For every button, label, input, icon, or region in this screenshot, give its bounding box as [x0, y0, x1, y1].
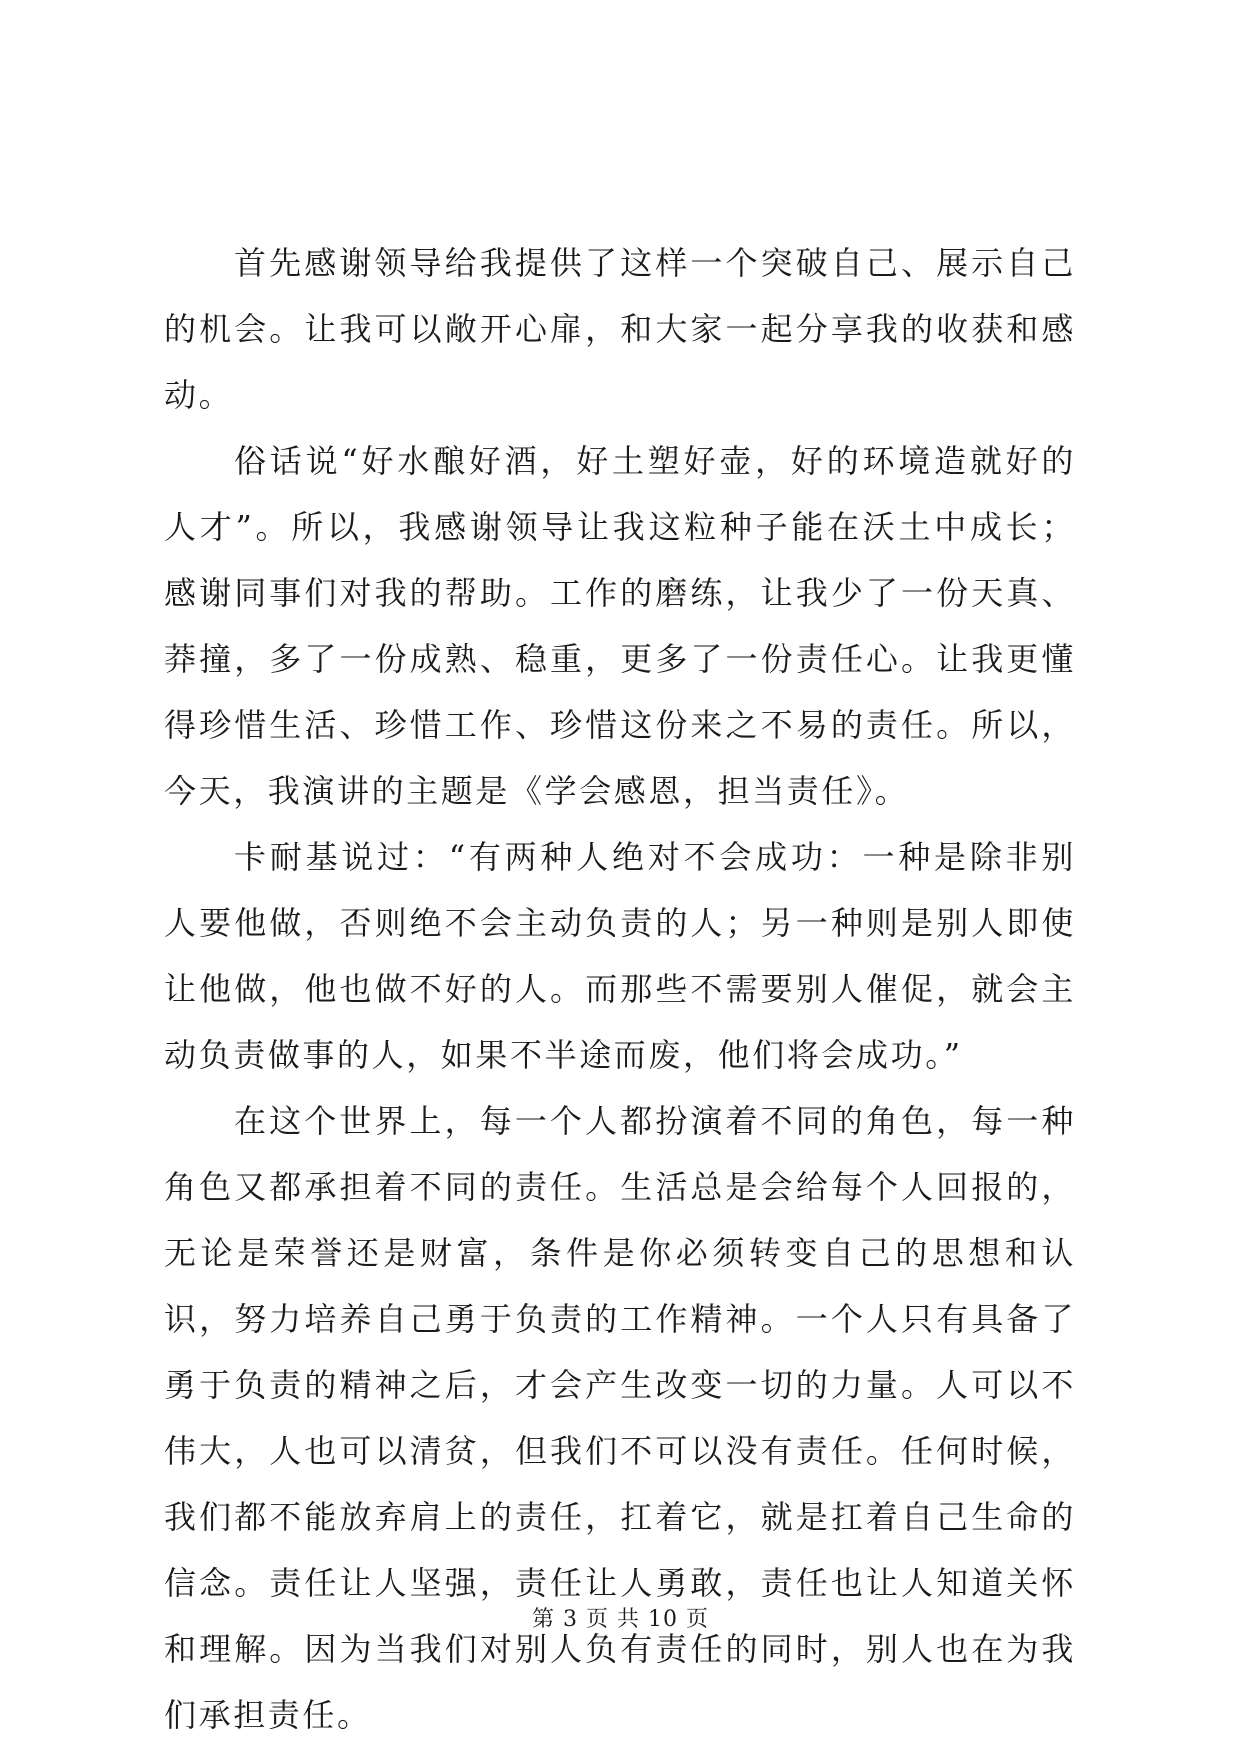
- page-number-indicator: 第 3 页 共 10 页: [532, 1607, 709, 1632]
- paragraph-gratitude-opening: 首先感谢领导给我提供了这样一个突破自己、展示自己的机会。让我可以敞开心扉，和大家一起分享我的收获和感动。: [164, 244, 1076, 414]
- document-body: [164, 230, 1076, 1748]
- page-footer: [0, 1605, 1241, 1635]
- paragraph-carnegie-quote: 卡耐基说过：“有两种人绝对不会成功：一种是除非别人要他做，否则绝不会主动负责的人；另一种则是别人即使让他做，他也做不好的人。而那些不需要别人催促，就会主动负责做事的人，如果不半途而废，他们将会成功。”: [164, 838, 1076, 1074]
- paragraph-responsibility: 在这个世界上，每一个人都扮演着不同的角色，每一种角色又都承担着不同的责任。生活总是会给每个人回报的，无论是荣誉还是财富，条件是你必须转变自己的思想和认识，努力培养自己勇于负责的工作精神。一个人只有具备了勇于负责的精神之后，才会产生改变一切的力量。人可以不伟大，人也可以清贫，但我们不可以没有责任。任何时候，我们都不能放弃肩上的责任，扛着它，就是扛着自己生命的信念。责任让人坚强，责任让人勇敢，责任也让人知道关怀和理解。因为当我们对别人负有责任的同时，别人也在为我们承担责任。: [164, 1102, 1076, 1734]
- paragraph-proverb: 俗话说“好水酿好酒，好土塑好壶，好的环境造就好的人才”。所以，我感谢领导让我这粒种子能在沃土中成长；感谢同事们对我的帮助。工作的磨练，让我少了一份天真、莽撞，多了一份成熟、稳重，更多了一份责任心。让我更懂得珍惜生活、珍惜工作、珍惜这份来之不易的责任。所以，今天，我演讲的主题是《学会感恩，担当责任》。: [164, 442, 1076, 810]
